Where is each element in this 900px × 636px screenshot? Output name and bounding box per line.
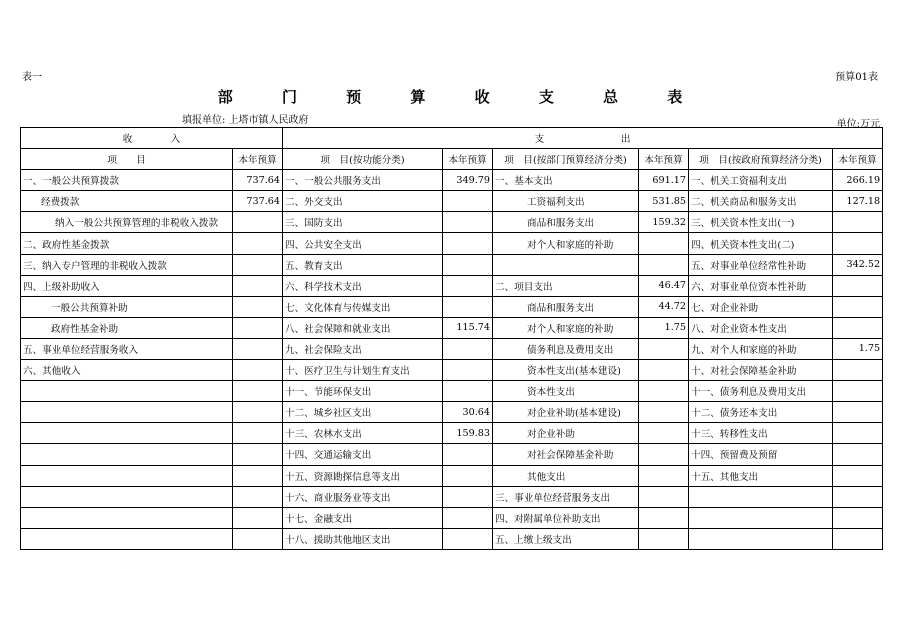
item-cell <box>689 528 833 549</box>
item-cell: 三、机关资本性支出(一) <box>689 212 833 233</box>
item-cell: 对企业补助 <box>493 423 639 444</box>
budget-amount-cell <box>443 191 493 212</box>
table-row <box>21 254 883 275</box>
item-cell <box>21 402 233 423</box>
budget-amount-cell <box>833 528 883 549</box>
unit-label: 单位:万元 <box>836 119 880 130</box>
budget-amount-cell <box>233 317 283 338</box>
column-header: 项 目 <box>21 149 233 170</box>
table-row <box>21 170 883 191</box>
table-row <box>21 338 883 359</box>
income-group-header: 收 入 <box>21 128 283 149</box>
item-cell: 商品和服务支出 <box>493 212 639 233</box>
item-cell: 七、文化体育与传媒支出 <box>283 296 443 317</box>
budget-amount-cell: 737.64 <box>233 170 283 191</box>
item-cell: 十二、债务还本支出 <box>689 402 833 423</box>
budget-amount-cell <box>833 486 883 507</box>
table-row <box>21 212 883 233</box>
budget-amount-cell <box>833 381 883 402</box>
item-cell: 对社会保障基金补助 <box>493 444 639 465</box>
item-cell: 五、上缴上级支出 <box>493 528 639 549</box>
item-cell <box>21 486 233 507</box>
item-cell: 十六、商业服务业等支出 <box>283 486 443 507</box>
budget-amount-cell <box>639 338 689 359</box>
item-cell: 六、其他收入 <box>21 360 233 381</box>
budget-amount-cell <box>443 465 493 486</box>
item-cell: 十四、预留费及预留 <box>689 444 833 465</box>
budget-amount-cell <box>443 486 493 507</box>
item-cell: 十八、援助其他地区支出 <box>283 528 443 549</box>
table-row <box>21 275 883 296</box>
budget-amount-cell: 531.85 <box>639 191 689 212</box>
item-cell: 商品和服务支出 <box>493 296 639 317</box>
budget-amount-cell <box>233 381 283 402</box>
budget-amount-cell <box>443 338 493 359</box>
item-cell: 二、项目支出 <box>493 275 639 296</box>
budget-amount-cell <box>233 444 283 465</box>
budget-amount-cell: 44.72 <box>639 296 689 317</box>
item-cell: 四、公共安全支出 <box>283 233 443 254</box>
item-cell: 债务利息及费用支出 <box>493 338 639 359</box>
item-cell: 十一、债务利息及费用支出 <box>689 381 833 402</box>
budget-amount-cell <box>443 212 493 233</box>
budget-amount-cell: 127.18 <box>833 191 883 212</box>
budget-amount-cell: 115.74 <box>443 317 493 338</box>
budget-amount-cell: 342.52 <box>833 254 883 275</box>
form-code-label: 预算01表 <box>835 72 878 83</box>
item-cell: 资本性支出 <box>493 381 639 402</box>
budget-amount-cell <box>639 233 689 254</box>
budget-amount-cell: 30.64 <box>443 402 493 423</box>
table-row <box>21 296 883 317</box>
table-row <box>21 381 883 402</box>
budget-amount-cell <box>443 360 493 381</box>
budget-amount-cell <box>833 423 883 444</box>
budget-amount-cell <box>443 233 493 254</box>
budget-amount-cell <box>233 507 283 528</box>
table-row <box>21 423 883 444</box>
item-cell: 三、国防支出 <box>283 212 443 233</box>
item-cell: 七、对企业补助 <box>689 296 833 317</box>
item-cell <box>21 444 233 465</box>
item-cell: 工资福利支出 <box>493 191 639 212</box>
budget-table <box>20 127 883 550</box>
budget-amount-cell <box>639 254 689 275</box>
item-cell <box>689 507 833 528</box>
table-row <box>21 233 883 254</box>
item-cell: 纳入一般公共预算管理的非税收入拨款 <box>21 212 233 233</box>
item-cell: 对个人和家庭的补助 <box>493 317 639 338</box>
budget-amount-cell <box>639 360 689 381</box>
item-cell <box>21 528 233 549</box>
budget-amount-cell <box>639 423 689 444</box>
budget-amount-cell: 159.83 <box>443 423 493 444</box>
budget-amount-cell <box>443 528 493 549</box>
item-cell: 一般公共预算补助 <box>21 296 233 317</box>
budget-amount-cell <box>833 275 883 296</box>
budget-amount-cell <box>833 360 883 381</box>
budget-amount-cell: 159.32 <box>639 212 689 233</box>
item-cell: 八、对企业资本性支出 <box>689 317 833 338</box>
item-cell: 十二、城乡社区支出 <box>283 402 443 423</box>
budget-amount-cell <box>233 275 283 296</box>
item-cell: 十四、交通运输支出 <box>283 444 443 465</box>
budget-amount-cell <box>233 296 283 317</box>
table-row <box>21 486 883 507</box>
budget-amount-cell <box>639 486 689 507</box>
item-cell: 三、事业单位经营服务支出 <box>493 486 639 507</box>
item-cell: 十五、其他支出 <box>689 465 833 486</box>
item-cell: 政府性基金补助 <box>21 317 233 338</box>
budget-amount-cell <box>833 444 883 465</box>
budget-amount-cell <box>833 212 883 233</box>
budget-amount-cell <box>833 233 883 254</box>
budget-amount-cell: 46.47 <box>639 275 689 296</box>
item-cell: 六、对事业单位资本性补助 <box>689 275 833 296</box>
budget-amount-cell: 691.17 <box>639 170 689 191</box>
budget-amount-cell <box>639 465 689 486</box>
budget-amount-cell <box>833 296 883 317</box>
item-cell: 一、一般公共服务支出 <box>283 170 443 191</box>
budget-amount-cell <box>443 254 493 275</box>
budget-amount-cell <box>443 444 493 465</box>
budget-amount-cell <box>833 317 883 338</box>
item-cell: 六、科学技术支出 <box>283 275 443 296</box>
item-cell: 一、一般公共预算拨款 <box>21 170 233 191</box>
column-header-row <box>21 149 883 170</box>
item-cell: 一、机关工资福利支出 <box>689 170 833 191</box>
item-cell: 十三、农林水支出 <box>283 423 443 444</box>
item-cell <box>689 486 833 507</box>
budget-amount-cell <box>233 465 283 486</box>
item-cell: 资本性支出(基本建设) <box>493 360 639 381</box>
budget-amount-cell: 737.64 <box>233 191 283 212</box>
group-header-row <box>21 128 883 149</box>
budget-amount-cell <box>443 381 493 402</box>
column-header: 项 目(按政府预算经济分类) <box>689 149 833 170</box>
budget-amount-cell: 349.79 <box>443 170 493 191</box>
item-cell: 九、对个人和家庭的补助 <box>689 338 833 359</box>
budget-amount-cell <box>639 507 689 528</box>
item-cell: 四、机关资本性支出(二) <box>689 233 833 254</box>
budget-amount-cell <box>639 402 689 423</box>
column-header: 本年预算 <box>443 149 493 170</box>
column-header: 项 目(按功能分类) <box>283 149 443 170</box>
budget-amount-cell <box>639 528 689 549</box>
item-cell: 八、社会保障和就业支出 <box>283 317 443 338</box>
item-cell <box>21 507 233 528</box>
page-title: 部 门 预 算 收 支 总 表 <box>217 88 705 106</box>
budget-amount-cell <box>233 338 283 359</box>
item-cell: 九、社会保险支出 <box>283 338 443 359</box>
budget-amount-cell <box>443 507 493 528</box>
reporting-unit: 填报单位: 上塔市镇人民政府 <box>182 115 309 126</box>
budget-amount-cell <box>233 402 283 423</box>
table-row <box>21 360 883 381</box>
budget-amount-cell <box>233 254 283 275</box>
table-row <box>21 191 883 212</box>
budget-amount-cell <box>833 402 883 423</box>
item-cell: 十一、节能环保支出 <box>283 381 443 402</box>
item-cell: 经费拨款 <box>21 191 233 212</box>
column-header: 本年预算 <box>833 149 883 170</box>
budget-amount-cell <box>639 381 689 402</box>
item-cell: 四、上级补助收入 <box>21 275 233 296</box>
item-cell: 其他支出 <box>493 465 639 486</box>
table-row <box>21 402 883 423</box>
item-cell <box>493 254 639 275</box>
budget-amount-cell <box>833 465 883 486</box>
budget-amount-cell <box>833 507 883 528</box>
budget-amount-cell <box>233 486 283 507</box>
item-cell <box>21 465 233 486</box>
item-cell: 十七、金融支出 <box>283 507 443 528</box>
column-header: 本年预算 <box>233 149 283 170</box>
budget-amount-cell <box>639 444 689 465</box>
budget-amount-cell: 266.19 <box>833 170 883 191</box>
table-row <box>21 507 883 528</box>
expense-group-header: 支 出 <box>283 128 883 149</box>
table-row <box>21 528 883 549</box>
budget-amount-cell: 1.75 <box>639 317 689 338</box>
table-row <box>21 317 883 338</box>
item-cell: 五、事业单位经营服务收入 <box>21 338 233 359</box>
item-cell: 十、对社会保障基金补助 <box>689 360 833 381</box>
budget-amount-cell <box>233 360 283 381</box>
item-cell: 十三、转移性支出 <box>689 423 833 444</box>
item-cell: 五、教育支出 <box>283 254 443 275</box>
budget-amount-cell: 1.75 <box>833 338 883 359</box>
item-cell: 二、外交支出 <box>283 191 443 212</box>
item-cell: 四、对附属单位补助支出 <box>493 507 639 528</box>
table-number-label: 表一 <box>22 72 42 83</box>
budget-amount-cell <box>233 528 283 549</box>
budget-amount-cell <box>233 423 283 444</box>
column-header: 项 目(按部门预算经济分类) <box>493 149 639 170</box>
item-cell: 二、政府性基金拨款 <box>21 233 233 254</box>
budget-amount-cell <box>233 233 283 254</box>
item-cell: 十、医疗卫生与计划生育支出 <box>283 360 443 381</box>
item-cell: 对个人和家庭的补助 <box>493 233 639 254</box>
item-cell: 五、对事业单位经常性补助 <box>689 254 833 275</box>
table-row <box>21 444 883 465</box>
budget-amount-cell <box>233 212 283 233</box>
item-cell: 一、基本支出 <box>493 170 639 191</box>
item-cell: 对企业补助(基本建设) <box>493 402 639 423</box>
budget-amount-cell <box>443 296 493 317</box>
item-cell <box>21 381 233 402</box>
item-cell: 十五、资源勘探信息等支出 <box>283 465 443 486</box>
item-cell: 三、纳入专户管理的非税收入拨款 <box>21 254 233 275</box>
item-cell <box>21 423 233 444</box>
table-row <box>21 465 883 486</box>
budget-amount-cell <box>443 275 493 296</box>
item-cell: 二、机关商品和服务支出 <box>689 191 833 212</box>
column-header: 本年预算 <box>639 149 689 170</box>
